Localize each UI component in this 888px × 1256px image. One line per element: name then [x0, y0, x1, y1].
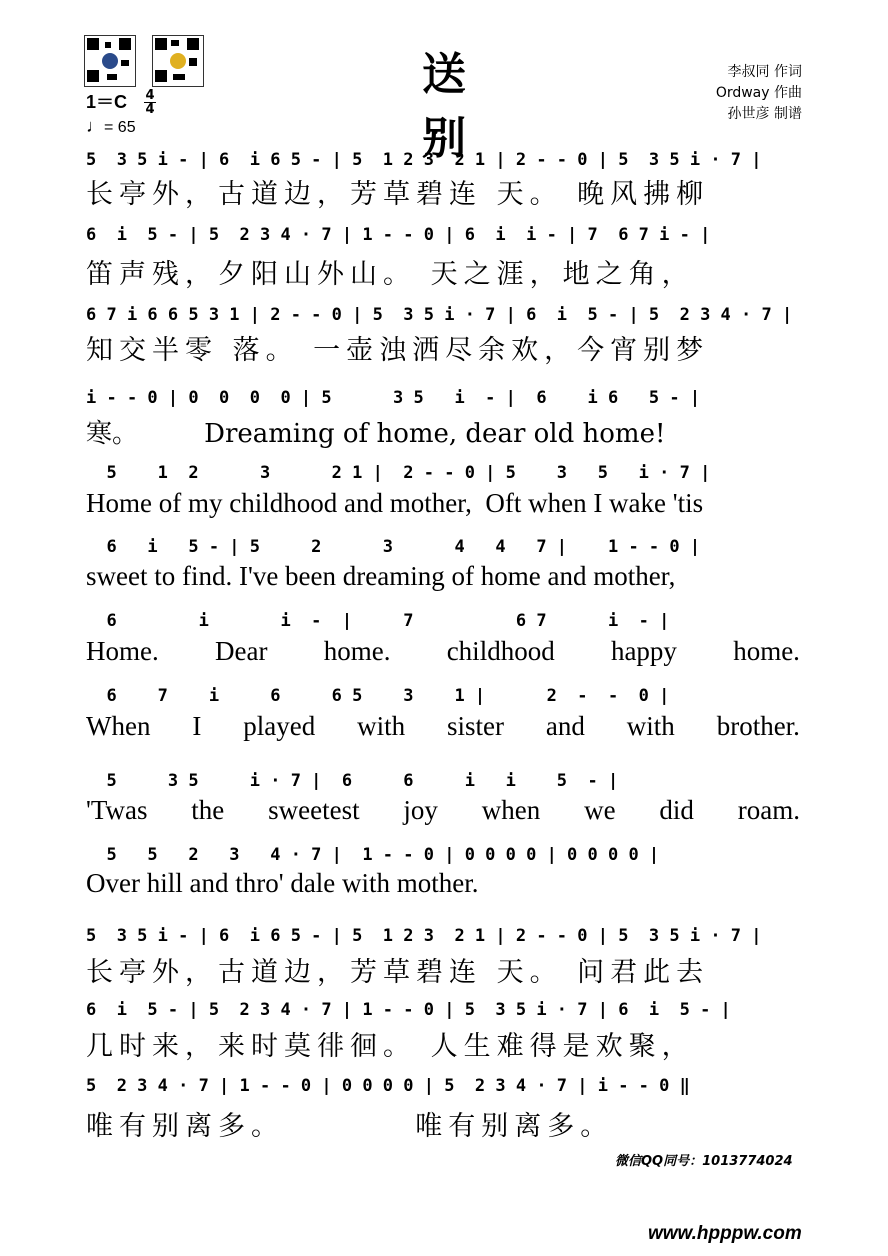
notation-row: 6 i i - | 7 6 7 i - |: [86, 611, 670, 631]
lyric-word: the: [191, 795, 225, 825]
notation-row: 6 i 5 - | 5 2 3 4 · 7 | 1 - - 0 | 5 3 5 i · 7 | 6 i 5 - |: [86, 1000, 731, 1020]
tempo-value: = 65: [104, 119, 136, 136]
time-signature-bottom: 4: [145, 102, 155, 117]
lyric-word: did: [659, 795, 694, 825]
time-signature: [144, 89, 156, 116]
lyric-row: sweet to find. I've been dreaming of home and mother,: [86, 561, 676, 591]
lyric-word: sister: [447, 711, 505, 741]
lyric-word: When: [86, 711, 151, 741]
lyric-word: Dear: [214, 636, 268, 666]
lyric-row: [86, 636, 808, 667]
lyric-word: Home.: [86, 636, 159, 666]
lyric-row: [86, 711, 808, 742]
time-signature-top: 4: [145, 88, 155, 103]
notation-row: 5 3 5 i - | 6 i 6 5 - | 5 1 2 3 2 1 | 2 - - 0 | 5 3 5 i · 7 |: [86, 150, 762, 170]
quarter-note-icon: ♩: [86, 116, 104, 136]
lyric-row: Over hill and thro' dale with mother.: [86, 868, 479, 898]
lyric-row: 长亭外，古道边，芳草碧连 天。 晚风拂柳: [86, 179, 710, 210]
site-watermark: www.hpppw.com: [648, 1223, 802, 1244]
lyric-word: roam.: [737, 795, 800, 825]
lyric-word: sweetest: [268, 795, 360, 825]
lyric-row: 长亭外，古道边，芳草碧连 天。 问君此去: [86, 957, 710, 988]
notation-row: 6 i 5 - | 5 2 3 4 4 7 | 1 - - 0 |: [86, 537, 701, 557]
lyric-row: 唯有别离多。 唯有别离多。: [86, 1111, 614, 1142]
song-title: 送 别: [422, 49, 522, 164]
qr-code-right: [152, 35, 204, 87]
notation-row: 6 7 i 6 6 5 3 1 | 2 - - 0 | 5 3 5 i · 7 | 6 i 5 - | 5 2 3 4 · 7 |: [86, 305, 793, 325]
lyric-word: with: [357, 711, 406, 741]
lyric-word: home.: [323, 636, 391, 666]
lyric-row: 寒。 Dreaming of home, dear old home!: [86, 419, 666, 449]
notation-row: 5 2 3 4 · 7 | 1 - - 0 | 0 0 0 0 | 5 2 3 4 · 7 | i - - 0 ‖: [86, 1076, 690, 1096]
notation-row: 5 1 2 3 2 1 | 2 - - 0 | 5 3 5 i · 7 |: [86, 463, 711, 483]
arranger-credit: 孙世彦 制谱: [727, 106, 802, 122]
credits: [716, 62, 802, 125]
notation-row: 5 5 2 3 4 · 7 | 1 - - 0 | 0 0 0 0 | 0 0 0 0 |: [86, 845, 660, 865]
notation-row: 5 3 5 i · 7 | 6 6 i i 5 - |: [86, 771, 619, 791]
lyric-word: I: [192, 711, 202, 741]
lyric-row: Home of my childhood and mother, Oft when I wake 'tis: [86, 488, 704, 518]
lyric-word: we: [584, 795, 616, 825]
notation-row: i - - 0 | 0 0 0 0 | 5 3 5 i - | 6 i 6 5 - |: [86, 388, 701, 408]
key-signature: 1＝C: [86, 92, 128, 112]
lyric-word: when: [481, 795, 541, 825]
contact-watermark: 微信QQ同号：1013774024: [615, 1154, 793, 1169]
lyric-row: 知交半零 落。 一壶浊洒尽余欢，今宵别梦: [86, 335, 710, 366]
qr-code-left: [84, 35, 136, 87]
lyric-word: joy: [403, 795, 438, 825]
lyric-row: 几时来，来时莫徘徊。 人生难得是欢聚，: [86, 1031, 695, 1062]
composer-credit: Ordway 作曲: [715, 85, 802, 101]
notation-row: 6 i 5 - | 5 2 3 4 · 7 | 1 - - 0 | 6 i i - | 7 6 7 i - |: [86, 225, 711, 245]
lyric-word: brother.: [716, 711, 800, 741]
lyric-word: home.: [733, 636, 800, 666]
lyric-word: 'Twas: [86, 795, 148, 825]
lyric-word: childhood: [446, 636, 555, 666]
tempo-marking: [86, 116, 136, 137]
lyric-row: [86, 795, 808, 826]
notation-row: 6 7 i 6 6 5 3 1 | 2 - - 0 |: [86, 686, 670, 706]
lyric-row: 笛声残，夕阳山外山。 天之涯，地之角，: [86, 259, 695, 290]
lyricist-credit: 李叔同 作词: [727, 64, 802, 80]
lyric-word: played: [243, 711, 316, 741]
lyric-word: happy: [610, 636, 677, 666]
lyric-word: and: [545, 711, 585, 741]
lyric-word: with: [626, 711, 675, 741]
notation-row: 5 3 5 i - | 6 i 6 5 - | 5 1 2 3 2 1 | 2 - - 0 | 5 3 5 i · 7 |: [86, 926, 762, 946]
